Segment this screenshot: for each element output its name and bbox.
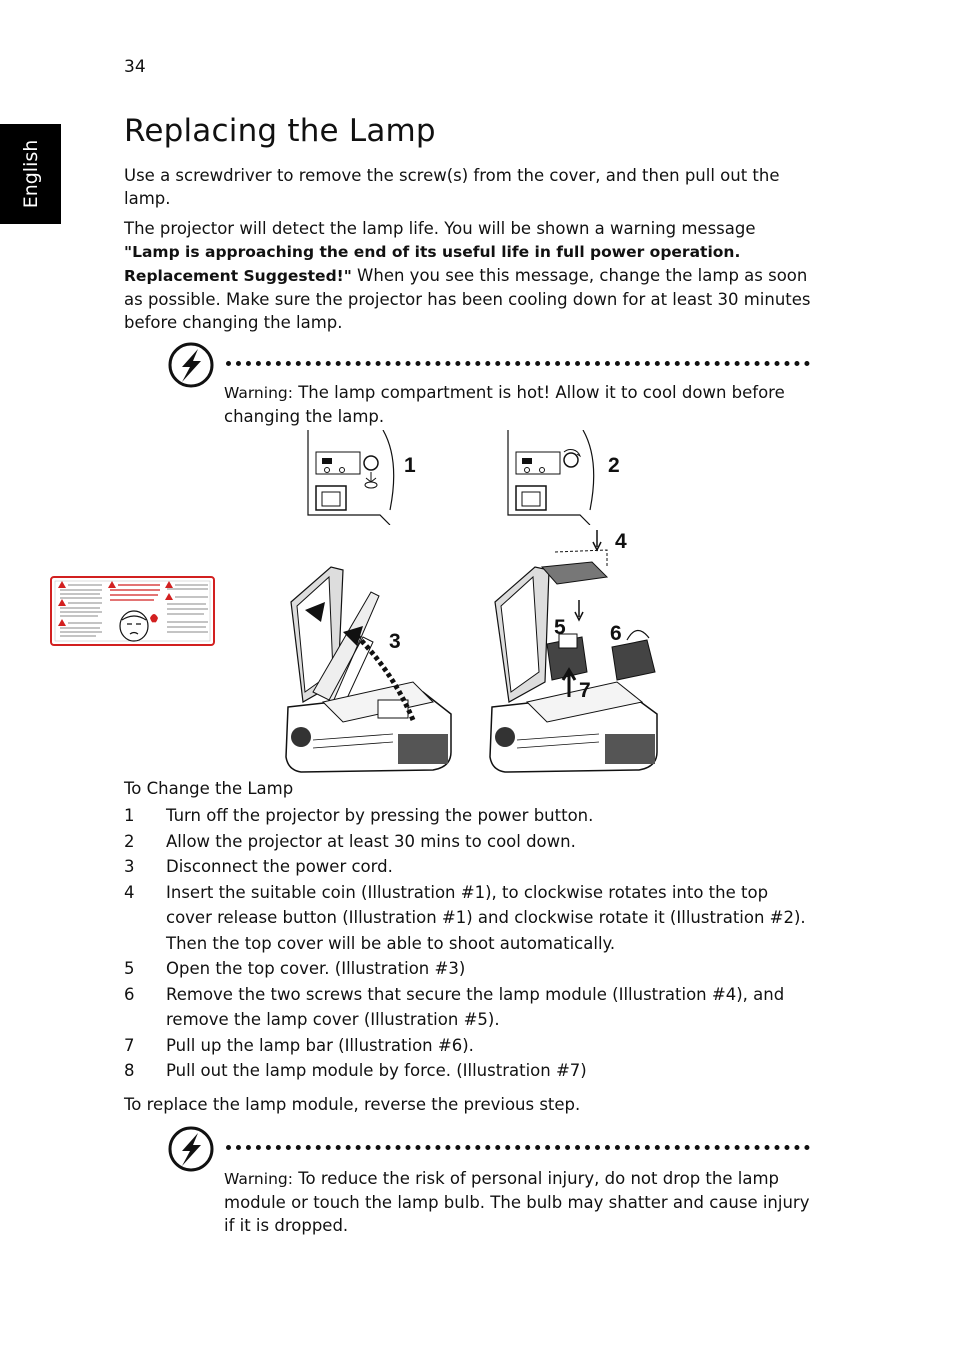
language-tab-label: English <box>19 139 42 209</box>
page-title: Replacing the Lamp <box>124 113 436 149</box>
replace-note: To replace the lamp module, reverse the previous step. <box>124 1095 581 1114</box>
list-item: 4 Insert the suitable coin (Illustration #1), to clockwise rotates into the top cover release button (Illustration #1) and clockwise rotate it (Illustration #2). Then the top cover will be able to shoot automatically. <box>124 882 806 953</box>
illustration-label-5: 5 <box>554 616 566 639</box>
list-item: 5 Open the top cover. (Illustration #3) <box>124 959 466 978</box>
intro-paragraph: Use a screwdriver to remove the screw(s) from the cover, and then pull out the lamp. <box>124 166 780 208</box>
illustration-label-7: 7 <box>579 679 591 702</box>
illustration-1-coin-release <box>300 430 420 525</box>
list-item: 7 Pull up the lamp bar (Illustration #6). <box>124 1035 474 1055</box>
warning-divider <box>226 361 810 366</box>
illustration-4-7-remove-lamp <box>487 522 665 774</box>
illustration-label-2: 2 <box>608 454 620 477</box>
lamp-life-text-1: The projector will detect the lamp life. You will be shown a warning message <box>124 219 756 238</box>
steps-list <box>124 803 814 1084</box>
warning-hot-lamp <box>224 381 814 428</box>
list-item: 6 Remove the two screws that secure the lamp module (Illustration #4), and remove the lamp cover (Illustration #5). <box>124 984 785 1029</box>
list-item: 3 Disconnect the power cord. <box>124 857 393 876</box>
list-item: 2 Allow the projector at least 30 mins to cool down. <box>124 831 576 851</box>
warning-text: To reduce the risk of personal injury, do not drop the lamp module or touch the lamp bulb. The bulb may shatter and cause injury if it is dropped. <box>224 1169 810 1235</box>
language-tab <box>0 124 61 224</box>
illustration-label-4: 4 <box>615 530 627 553</box>
steps-heading: To Change the Lamp <box>124 779 294 798</box>
illustration-3-open-cover <box>283 562 455 774</box>
illustration-label-1: 1 <box>404 454 416 477</box>
warning-label-card-icon <box>50 576 215 646</box>
warning-injury <box>224 1167 814 1237</box>
warning-label: Warning: <box>224 384 293 402</box>
lightning-warning-icon <box>168 342 214 388</box>
lightning-warning-icon <box>168 1126 214 1172</box>
warning-text: The lamp compartment is hot! Allow it to cool down before changing the lamp. <box>224 383 785 426</box>
page-number: 34 <box>124 57 146 77</box>
list-item: 8 Pull out the lamp module by force. (Illustration #7) <box>124 1061 587 1080</box>
illustration-label-3: 3 <box>389 630 401 653</box>
lamp-life-paragraph <box>124 217 814 334</box>
lamp-life-text-2: When you see this message, change the lamp as soon as possible. Make sure the projector has been cooling down for at least 30 minutes before changing the lamp. <box>124 266 811 332</box>
illustration-2-rotate-release <box>500 430 620 525</box>
illustration-label-6: 6 <box>610 622 622 645</box>
lamp-life-message: "Lamp is approaching the end of its useful life in full power operation. Replacement Suggested!" <box>124 243 741 285</box>
warning-divider <box>226 1145 810 1150</box>
list-item: 1 Turn off the projector by pressing the power button. <box>124 806 594 825</box>
warning-label: Warning: <box>224 1170 293 1188</box>
